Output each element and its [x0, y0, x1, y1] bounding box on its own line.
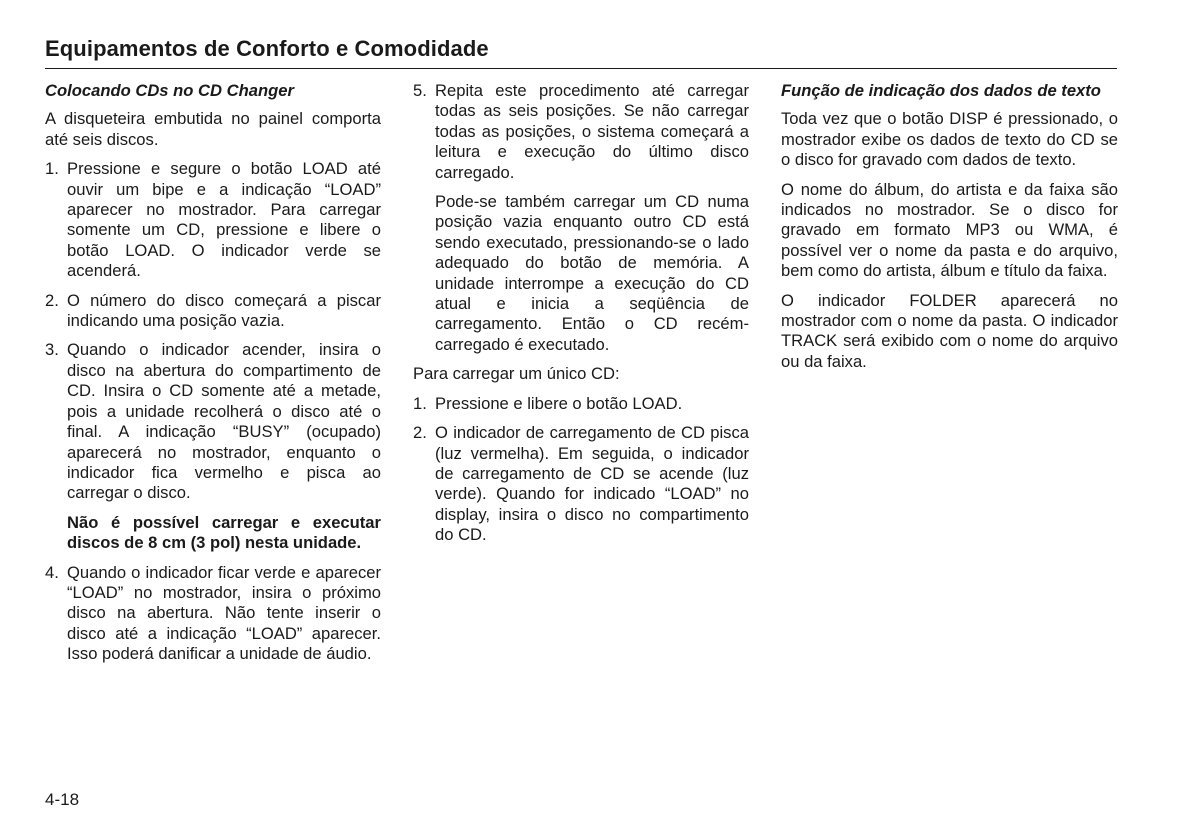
list-item-number: 2. — [413, 423, 427, 443]
list-item-number: 1. — [413, 393, 427, 413]
list-item — [45, 340, 381, 503]
list-item — [413, 81, 749, 183]
list-item-number: 1. — [45, 159, 59, 179]
page-number: 4-18 — [45, 790, 80, 809]
column-1 — [45, 81, 381, 674]
list-item — [45, 291, 381, 332]
intro-paragraph: A disqueteira embutida no painel comporta até seis discos. — [45, 109, 381, 149]
memory-button-note: Pode-se também carregar um CD numa posição vazia enquanto outro CD está sendo executado, pressionando-se o lado adequado do botão de memória. A unidade interrompe a execução do CD atual e inicia a seqüência de carregamento. Então o CD recém-carregado é executado. — [435, 192, 749, 354]
list-item-text: Repita este procedimento até carregar todas as seis posições. Se não carregar todas as posições, o sistema começará a leitura e execução do último disco carregado. — [435, 81, 749, 182]
column-2 — [413, 81, 749, 555]
list-item — [45, 563, 381, 665]
list-item-text: Quando o indicador acender, insira o disco na abertura do compartimento de CD. Insira o CD somente até a metade, pois a unidade recolherá o disco até o final. A indicação “BUSY” (ocupado) aparecerá no mostrador, enquanto o indicador fica vermelho e pisca ao carregar o disco. — [67, 340, 381, 503]
list-item-text: O número do disco começará a piscar indicando uma posição vazia. — [67, 290, 381, 331]
list-item — [413, 423, 749, 545]
paragraph-disp: Toda vez que o botão DISP é pressionado, o mostrador exibe os dados de texto do CD se o disco for gravado com dados de texto. — [781, 109, 1118, 170]
warning-note: Não é possível carregar e executar discos de 8 cm (3 pol) nesta unidade. — [67, 512, 381, 553]
list-item-number: 5. — [413, 81, 427, 100]
list-item-number: 4. — [45, 562, 59, 582]
list-item-number: 2. — [45, 290, 59, 310]
column-3 — [781, 81, 1118, 381]
section-subtitle-cd-changer: Colocando CDs no CD Changer — [45, 81, 294, 100]
list-item — [45, 159, 381, 281]
paragraph-album-artist: O nome do álbum, do artista e da faixa são indicados no mostrador. Se o disco for gravado em formato MP3 ou WMA, é possível ver o nome da pasta e do arquivo, bem como do artista, álbum e título da faixa. — [781, 179, 1118, 281]
section-subtitle-text-data: Função de indicação dos dados de texto — [781, 81, 1101, 100]
list-item-text: Pressione e libere o botão LOAD. — [435, 393, 683, 413]
list-item-text: O indicador de carregamento de CD pisca (luz vermelha). Em seguida, o indicador de carregamento de CD se acende (luz verde). Quando for indicado “LOAD” no display, insira o disco no compartimento do CD. — [435, 423, 749, 545]
paragraph-folder-track: O indicador FOLDER aparecerá no mostrador com o nome da pasta. O indicador TRACK será exibido com o nome do arquivo ou da faixa. — [781, 290, 1118, 371]
page-header — [45, 36, 1117, 69]
list-item-text: Pressione e segure o botão LOAD até ouvir um bipe e a indicação “LOAD” aparecer no mostrador. Para carregar somente um CD, pressione e libere o botão LOAD. O indicador verde se acenderá. — [67, 159, 381, 281]
list-item-text: Quando o indicador ficar verde e aparecer “LOAD” no mostrador, insira o próximo disco na abertura. Não tente inserir o disco até a indicação “LOAD” aparecer. Isso poderá danificar a unidade de áudio. — [67, 562, 381, 664]
page-title: Equipamentos de Conforto e Comodidade — [45, 36, 489, 61]
list-item — [413, 394, 749, 414]
list-item-number: 3. — [45, 340, 59, 360]
single-cd-intro: Para carregar um único CD: — [413, 364, 620, 384]
